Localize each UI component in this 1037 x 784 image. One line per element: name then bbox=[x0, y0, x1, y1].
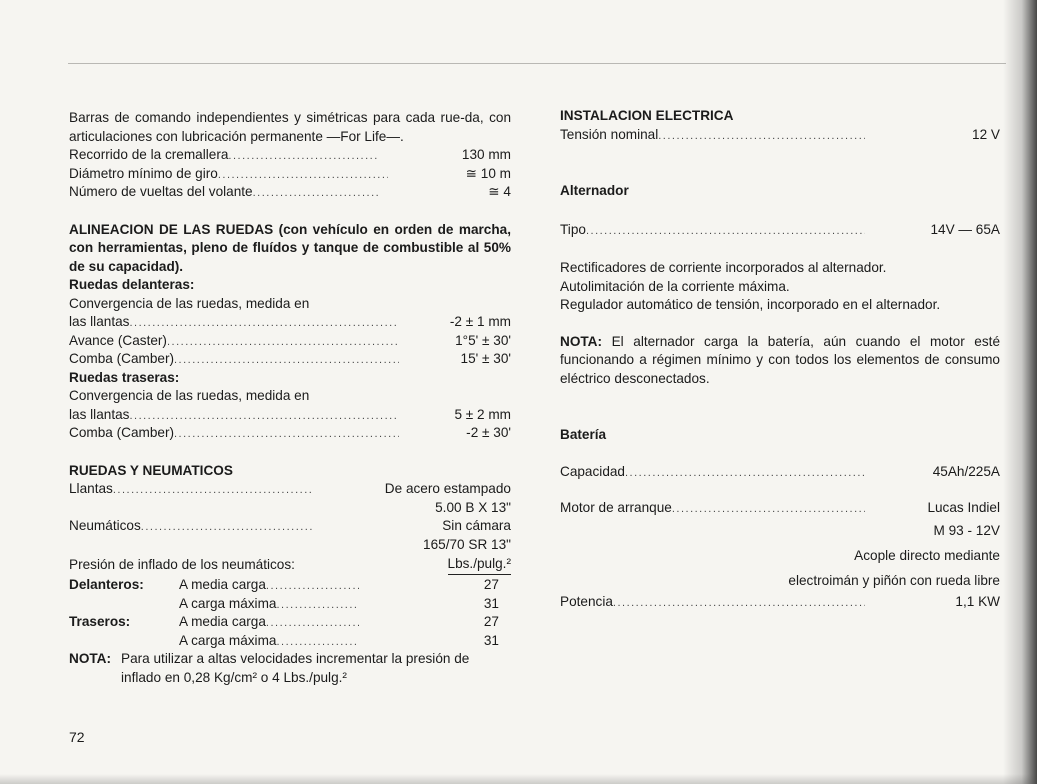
front-convergence-text: Convergencia de las ruedas, medida en bbox=[69, 295, 310, 311]
note-text: Para utilizar a altas velocidades incrementar la presión de inflado en 0,28 Kg/cm² o 4 Lbs./pulg.² bbox=[121, 651, 470, 685]
pressure-note bbox=[69, 650, 511, 687]
spec-row: Comba (Camber) ..... 15' ± 30' bbox=[69, 350, 511, 369]
alternator-note: Rectificadores de corriente incorporados al alternador. bbox=[560, 260, 887, 275]
pressure-row: Delanteros: A media carga ..... 27 bbox=[69, 576, 511, 595]
battery-heading: Batería bbox=[560, 427, 607, 442]
alternator-note: Autolimitación de la corriente máxima. bbox=[560, 278, 790, 294]
bottom-shade bbox=[0, 774, 1037, 784]
alternator-note: Regulador automático de tensión, incorporado en el alternador. bbox=[560, 297, 941, 312]
alternator-heading: Alternador bbox=[560, 183, 629, 198]
rear-convergence-text: Convergencia de las ruedas, medida en bbox=[69, 388, 310, 403]
spec-row: Recorrido de la cremallera ..... 130 mm bbox=[69, 146, 511, 165]
starter-model: M 93 - 12V bbox=[933, 522, 1000, 538]
tires-size: 165/70 SR 13" bbox=[423, 536, 511, 552]
capacity-row: Capacidad ..... 45Ah/225A bbox=[560, 463, 1000, 482]
spec-row: las llantas ..... -2 ± 1 mm bbox=[69, 313, 511, 332]
starter-coupling: Acople directo mediante bbox=[854, 547, 1000, 563]
top-rule bbox=[68, 63, 1006, 64]
note-label: NOTA: bbox=[69, 651, 112, 666]
note-label: NOTA: bbox=[560, 333, 603, 349]
spec-row: Comba (Camber) ..... -2 ± 30' bbox=[69, 424, 511, 443]
pressure-row: A carga máxima ..... 31 bbox=[69, 632, 511, 651]
alternator-type-row: Tipo ..... 14V — 65A bbox=[560, 221, 1000, 240]
pressure-row: Traseros: A media carga ..... 27 bbox=[69, 613, 511, 632]
page-number: 72 bbox=[69, 729, 85, 745]
spec-row: Diámetro mínimo de giro ..... ≅ 10 m bbox=[69, 165, 511, 184]
steering-intro: Barras de comando independientes y simétricas para cada rue-da, con articulaciones con lubricación permanente —For Life—. bbox=[69, 110, 511, 144]
spec-row: las llantas ..... 5 ± 2 mm bbox=[69, 406, 511, 425]
starter-row: Motor de arranque ..... Lucas Indiel bbox=[560, 499, 1000, 518]
starter-mechanism: electroimán y piñón con rueda libre bbox=[788, 572, 1000, 588]
rear-wheels-heading: Ruedas traseras: bbox=[69, 369, 180, 385]
tires-row: Neumáticos ..... Sin cámara bbox=[69, 517, 511, 536]
spec-row: Avance (Caster) ..... 1°5' ± 30' bbox=[69, 332, 511, 351]
electric-heading: INSTALACION ELECTRICA bbox=[560, 108, 734, 123]
pressure-header: Presión de inflado de los neumáticos: Lbs./pulg.² bbox=[69, 554, 511, 576]
page-edge-shadow bbox=[1003, 0, 1037, 784]
alignment-heading: ALINEACION DE LAS RUEDAS (con vehículo en orden de marcha, con herramientas, pleno de fluídos y tanque de combustible al 50% de su capacidad). bbox=[69, 221, 511, 274]
front-wheels-heading: Ruedas delanteras: bbox=[69, 277, 195, 292]
rims-size: 5.00 B X 13" bbox=[435, 499, 511, 515]
right-column bbox=[560, 107, 1000, 611]
rims-row: Llantas ..... De acero estampado bbox=[69, 480, 511, 499]
left-column bbox=[69, 109, 511, 687]
spec-row: Número de vueltas del volante ..... ≅ 4 bbox=[69, 183, 511, 202]
pressure-row: A carga máxima ..... 31 bbox=[69, 595, 511, 614]
wheels-heading: RUEDAS Y NEUMATICOS bbox=[69, 462, 233, 478]
note-text: El alternador carga la batería, aún cuando el motor esté funcionando a régimen mínimo y con todos los elementos de consumo eléctrico desconectados. bbox=[560, 333, 1000, 386]
alternator-nota bbox=[560, 333, 1000, 389]
voltage-row: Tensión nominal ..... 12 V bbox=[560, 126, 1000, 145]
power-row: Potencia ..... 1,1 KW bbox=[560, 593, 1000, 612]
